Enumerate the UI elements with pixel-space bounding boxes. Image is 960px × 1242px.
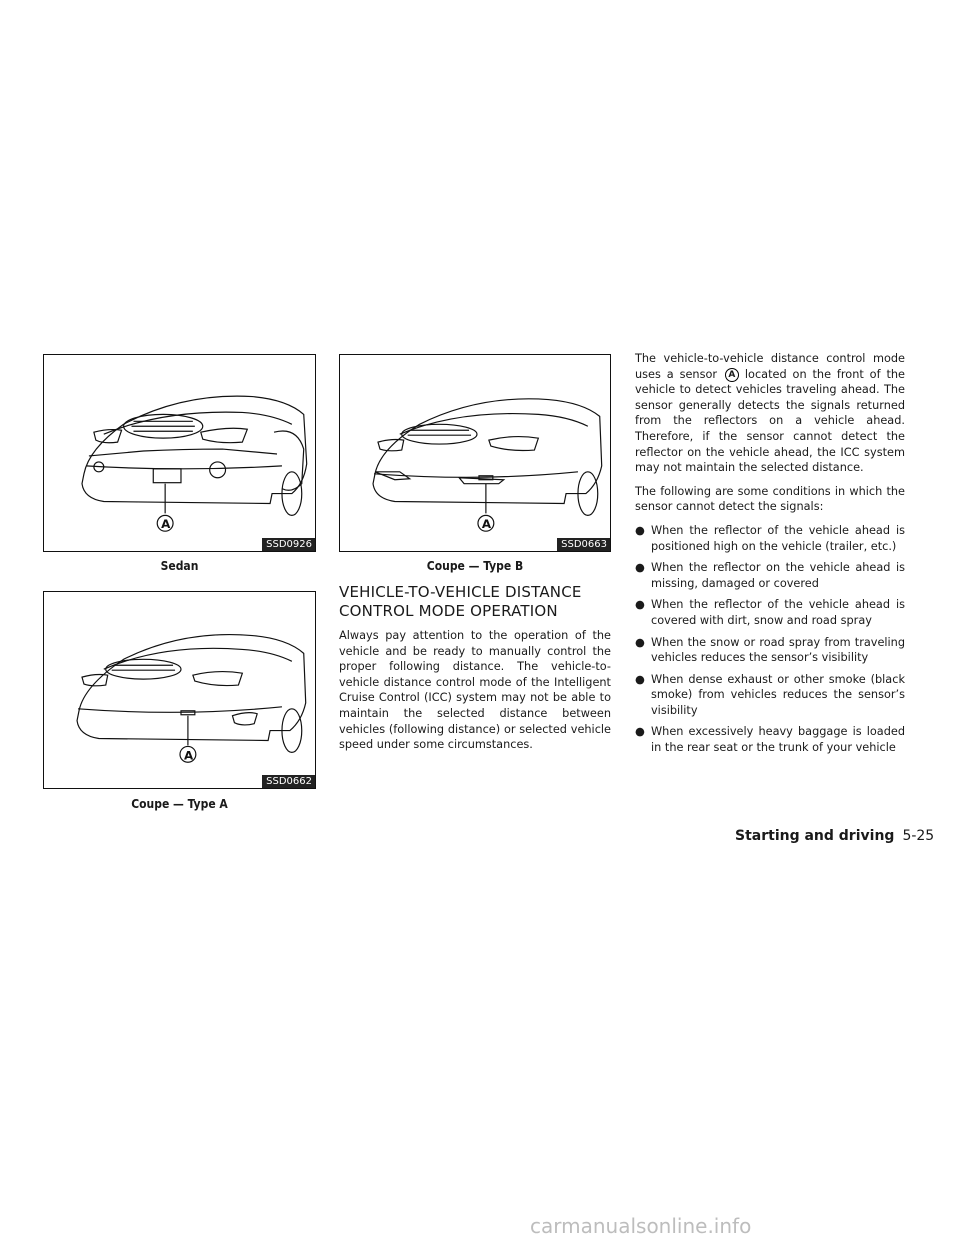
bullet-icon: ●: [635, 523, 645, 537]
figure-code: SSD0663: [557, 538, 610, 551]
footer-section-title: Starting and driving: [735, 828, 895, 844]
list-item: [635, 635, 905, 666]
list-item-text: When dense exhaust or other smoke (black smoke) from vehicles reduces the sensor’s visibility: [651, 672, 905, 717]
coupe-type-a-front-illustration: [44, 592, 315, 788]
bullet-icon: ●: [635, 725, 645, 739]
figure-caption: Coupe — Type B: [426, 559, 524, 573]
callout-a-icon: A: [725, 368, 739, 382]
coupe-type-b-front-illustration: [340, 355, 610, 551]
figure-coupe-type-b: [339, 354, 611, 552]
page-number: 5-25: [902, 828, 935, 844]
bullet-icon: ●: [635, 635, 645, 649]
list-item: [635, 523, 905, 554]
right-column: [635, 351, 905, 762]
watermark: carmanualsonline.info: [530, 1214, 752, 1238]
figure-callout-label: A: [183, 748, 194, 763]
figure-callout-label: A: [481, 517, 492, 532]
figure-sedan: [43, 354, 316, 552]
sedan-front-illustration: [44, 355, 315, 551]
section-title: [339, 583, 611, 621]
sensor-paragraph-end: located on the front of the vehicle to detect vehicles traveling ahead. The sensor generally detects the signals returned from the reflectors on a vehicle ahead. Therefore, if the sensor cannot detect the reflector on the vehicle ahead, the ICC system may not maintain the selected distance.: [635, 367, 905, 475]
bullet-icon: ●: [635, 598, 645, 612]
figure-code: SSD0662: [262, 775, 315, 788]
section-title-line-1: VEHICLE-TO-VEHICLE DISTANCE: [339, 583, 582, 601]
list-item-text: When the reflector of the vehicle ahead is covered with dirt, snow and road spray: [651, 598, 905, 627]
sensor-paragraph-start: The vehicle-to-vehicle distance control mode uses a sensor: [635, 352, 905, 381]
list-item: [635, 560, 905, 591]
figure-callout-label: A: [161, 517, 171, 532]
figure-caption: Sedan: [160, 559, 199, 573]
section-title-line-2: CONTROL MODE OPERATION: [339, 602, 558, 620]
figure-coupe-type-a: [43, 591, 316, 789]
list-item-text: When the snow or road spray from traveling vehicles reduces the sensor’s visibility: [651, 635, 905, 665]
figure-code: SSD0926: [262, 538, 315, 551]
list-item-text: When the reflector of the vehicle ahead is positioned high on the vehicle (trailer, etc.): [651, 523, 905, 553]
list-item-text: When excessively heavy baggage is loaded in the rear seat or the trunk of your vehicle: [651, 725, 905, 755]
bullet-icon: ●: [635, 672, 645, 686]
sensor-paragraph: [635, 351, 905, 476]
section-intro: [339, 628, 611, 761]
conditions-intro: The following are some conditions in which the sensor cannot detect the signals:: [635, 484, 905, 514]
figure-caption: Coupe — Type A: [131, 797, 228, 811]
list-item: [635, 724, 905, 755]
conditions-list: [635, 523, 905, 756]
list-item-text: When the reflector on the vehicle ahead is missing, damaged or covered: [651, 561, 905, 590]
list-item: [635, 672, 905, 719]
intro-paragraph: Always pay attention to the operation of the vehicle and be ready to manually control the proper following distance. The vehicle-to-vehicle distance control mode of the Intelligent Cruise Control (ICC) system may not be able to maintain the selected distance between vehicles (following distance) or selected vehicle speed under some circumstances.: [339, 629, 611, 752]
list-item: [635, 597, 905, 628]
bullet-icon: ●: [635, 561, 645, 575]
page-footer: [735, 828, 934, 844]
